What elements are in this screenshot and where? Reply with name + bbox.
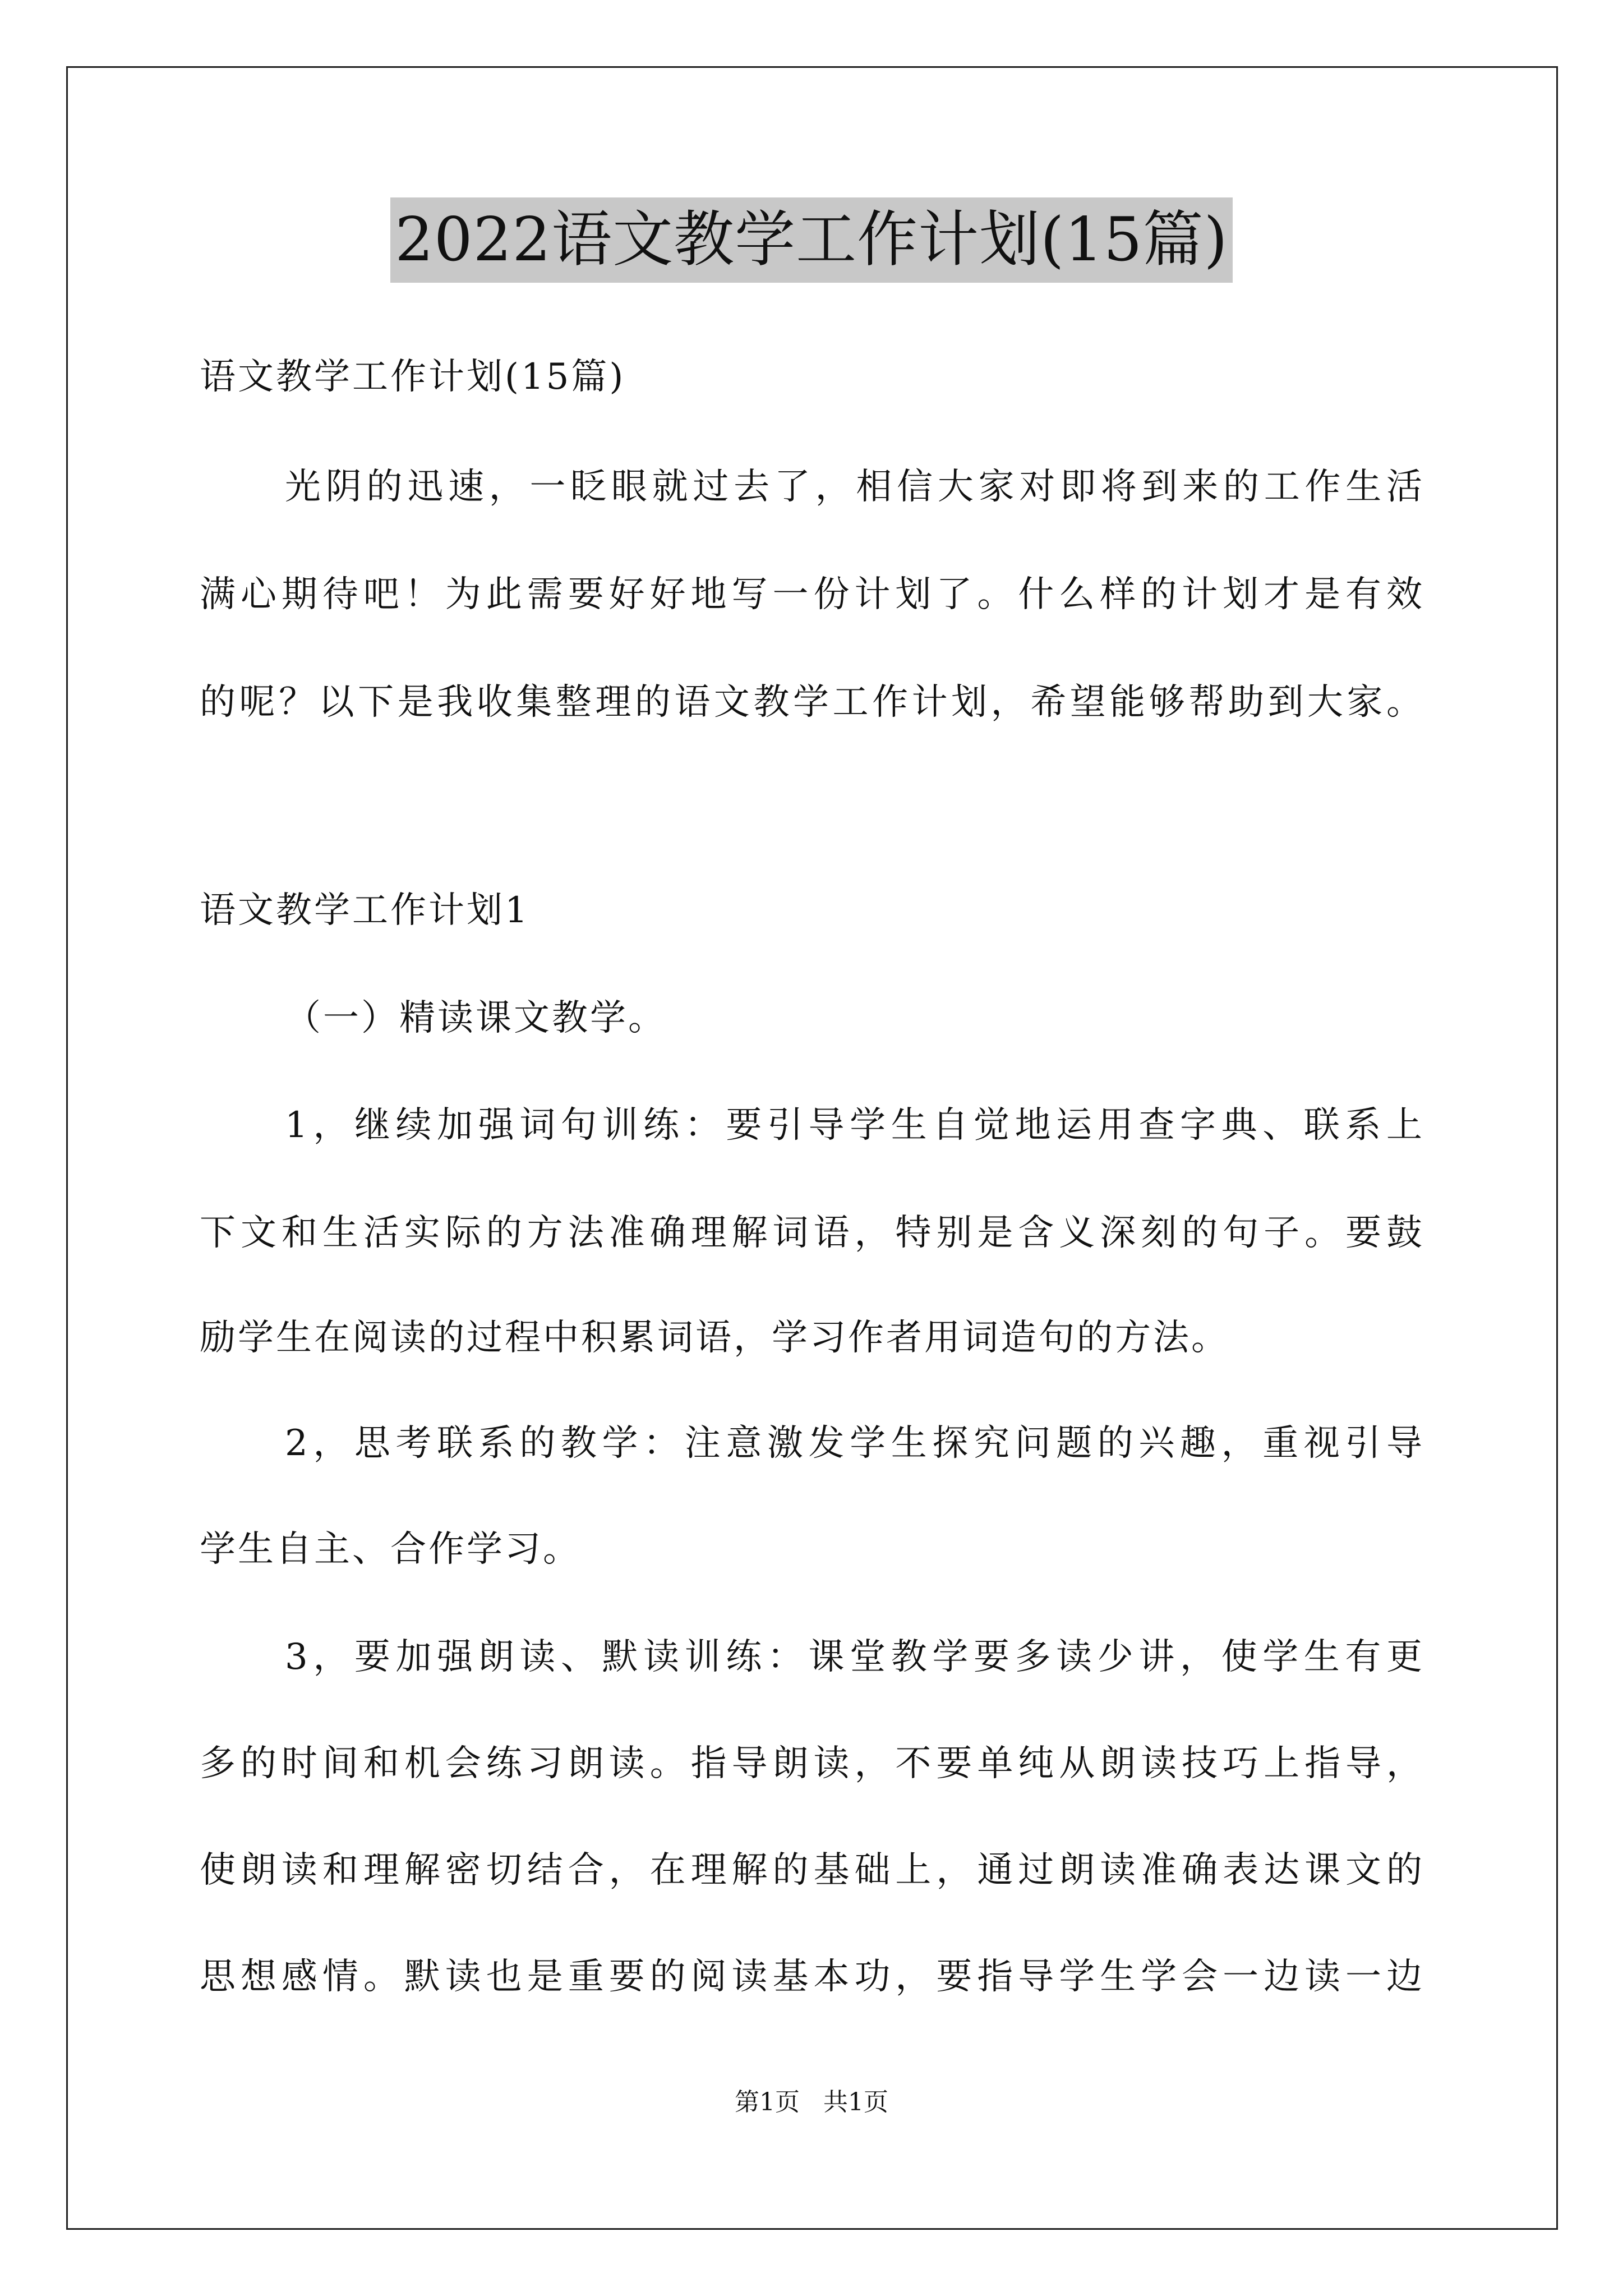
body-line-7: 多的时间和机会练习朗读。指导朗读，不要单纯从朗读技巧上指导， <box>200 1743 1422 1784</box>
body-line-1: 1，继续加强词句训练：要引导学生自觉地运用查字典、联系上 <box>285 1105 1422 1146</box>
title-wrap <box>0 197 1623 283</box>
body-line-4: 2，思考联系的教学：注意激发学生探究问题的兴趣，重视引导 <box>285 1423 1422 1464</box>
section-subheading: （一）精读课文教学。 <box>285 997 666 1039</box>
section-heading: 语文教学工作计划1 <box>200 890 530 931</box>
intro-line-1: 光阴的迅速，一眨眼就过去了，相信大家对即将到来的工作生活 <box>285 466 1422 508</box>
body-line-2: 下文和生活实际的方法准确理解词语，特别是含义深刻的句子。要鼓 <box>200 1212 1422 1254</box>
body-line-8: 使朗读和理解密切结合，在理解的基础上，通过朗读准确表达课文的 <box>200 1849 1422 1891</box>
document-title: 2022语文教学工作计划(15篇) <box>390 197 1233 283</box>
body-line-6: 3，要加强朗读、默读训练：课堂教学要多读少讲，使学生有更 <box>285 1636 1422 1678</box>
body-line-5: 学生自主、合作学习。 <box>200 1529 581 1570</box>
document-subtitle: 语文教学工作计划(15篇) <box>200 356 626 398</box>
intro-line-3: 的呢？以下是我收集整理的语文教学工作计划，希望能够帮助到大家。 <box>200 682 1422 723</box>
body-line-3: 励学生在阅读的过程中积累词语，学习作者用词造句的方法。 <box>200 1317 1229 1359</box>
intro-line-2: 满心期待吧！为此需要好好地写一份计划了。什么样的计划才是有效 <box>200 574 1422 615</box>
page-footer: 第1页 共1页 <box>735 2088 888 2116</box>
body-line-9: 思想感情。默读也是重要的阅读基本功，要指导学生学会一边读一边 <box>200 1956 1422 1998</box>
